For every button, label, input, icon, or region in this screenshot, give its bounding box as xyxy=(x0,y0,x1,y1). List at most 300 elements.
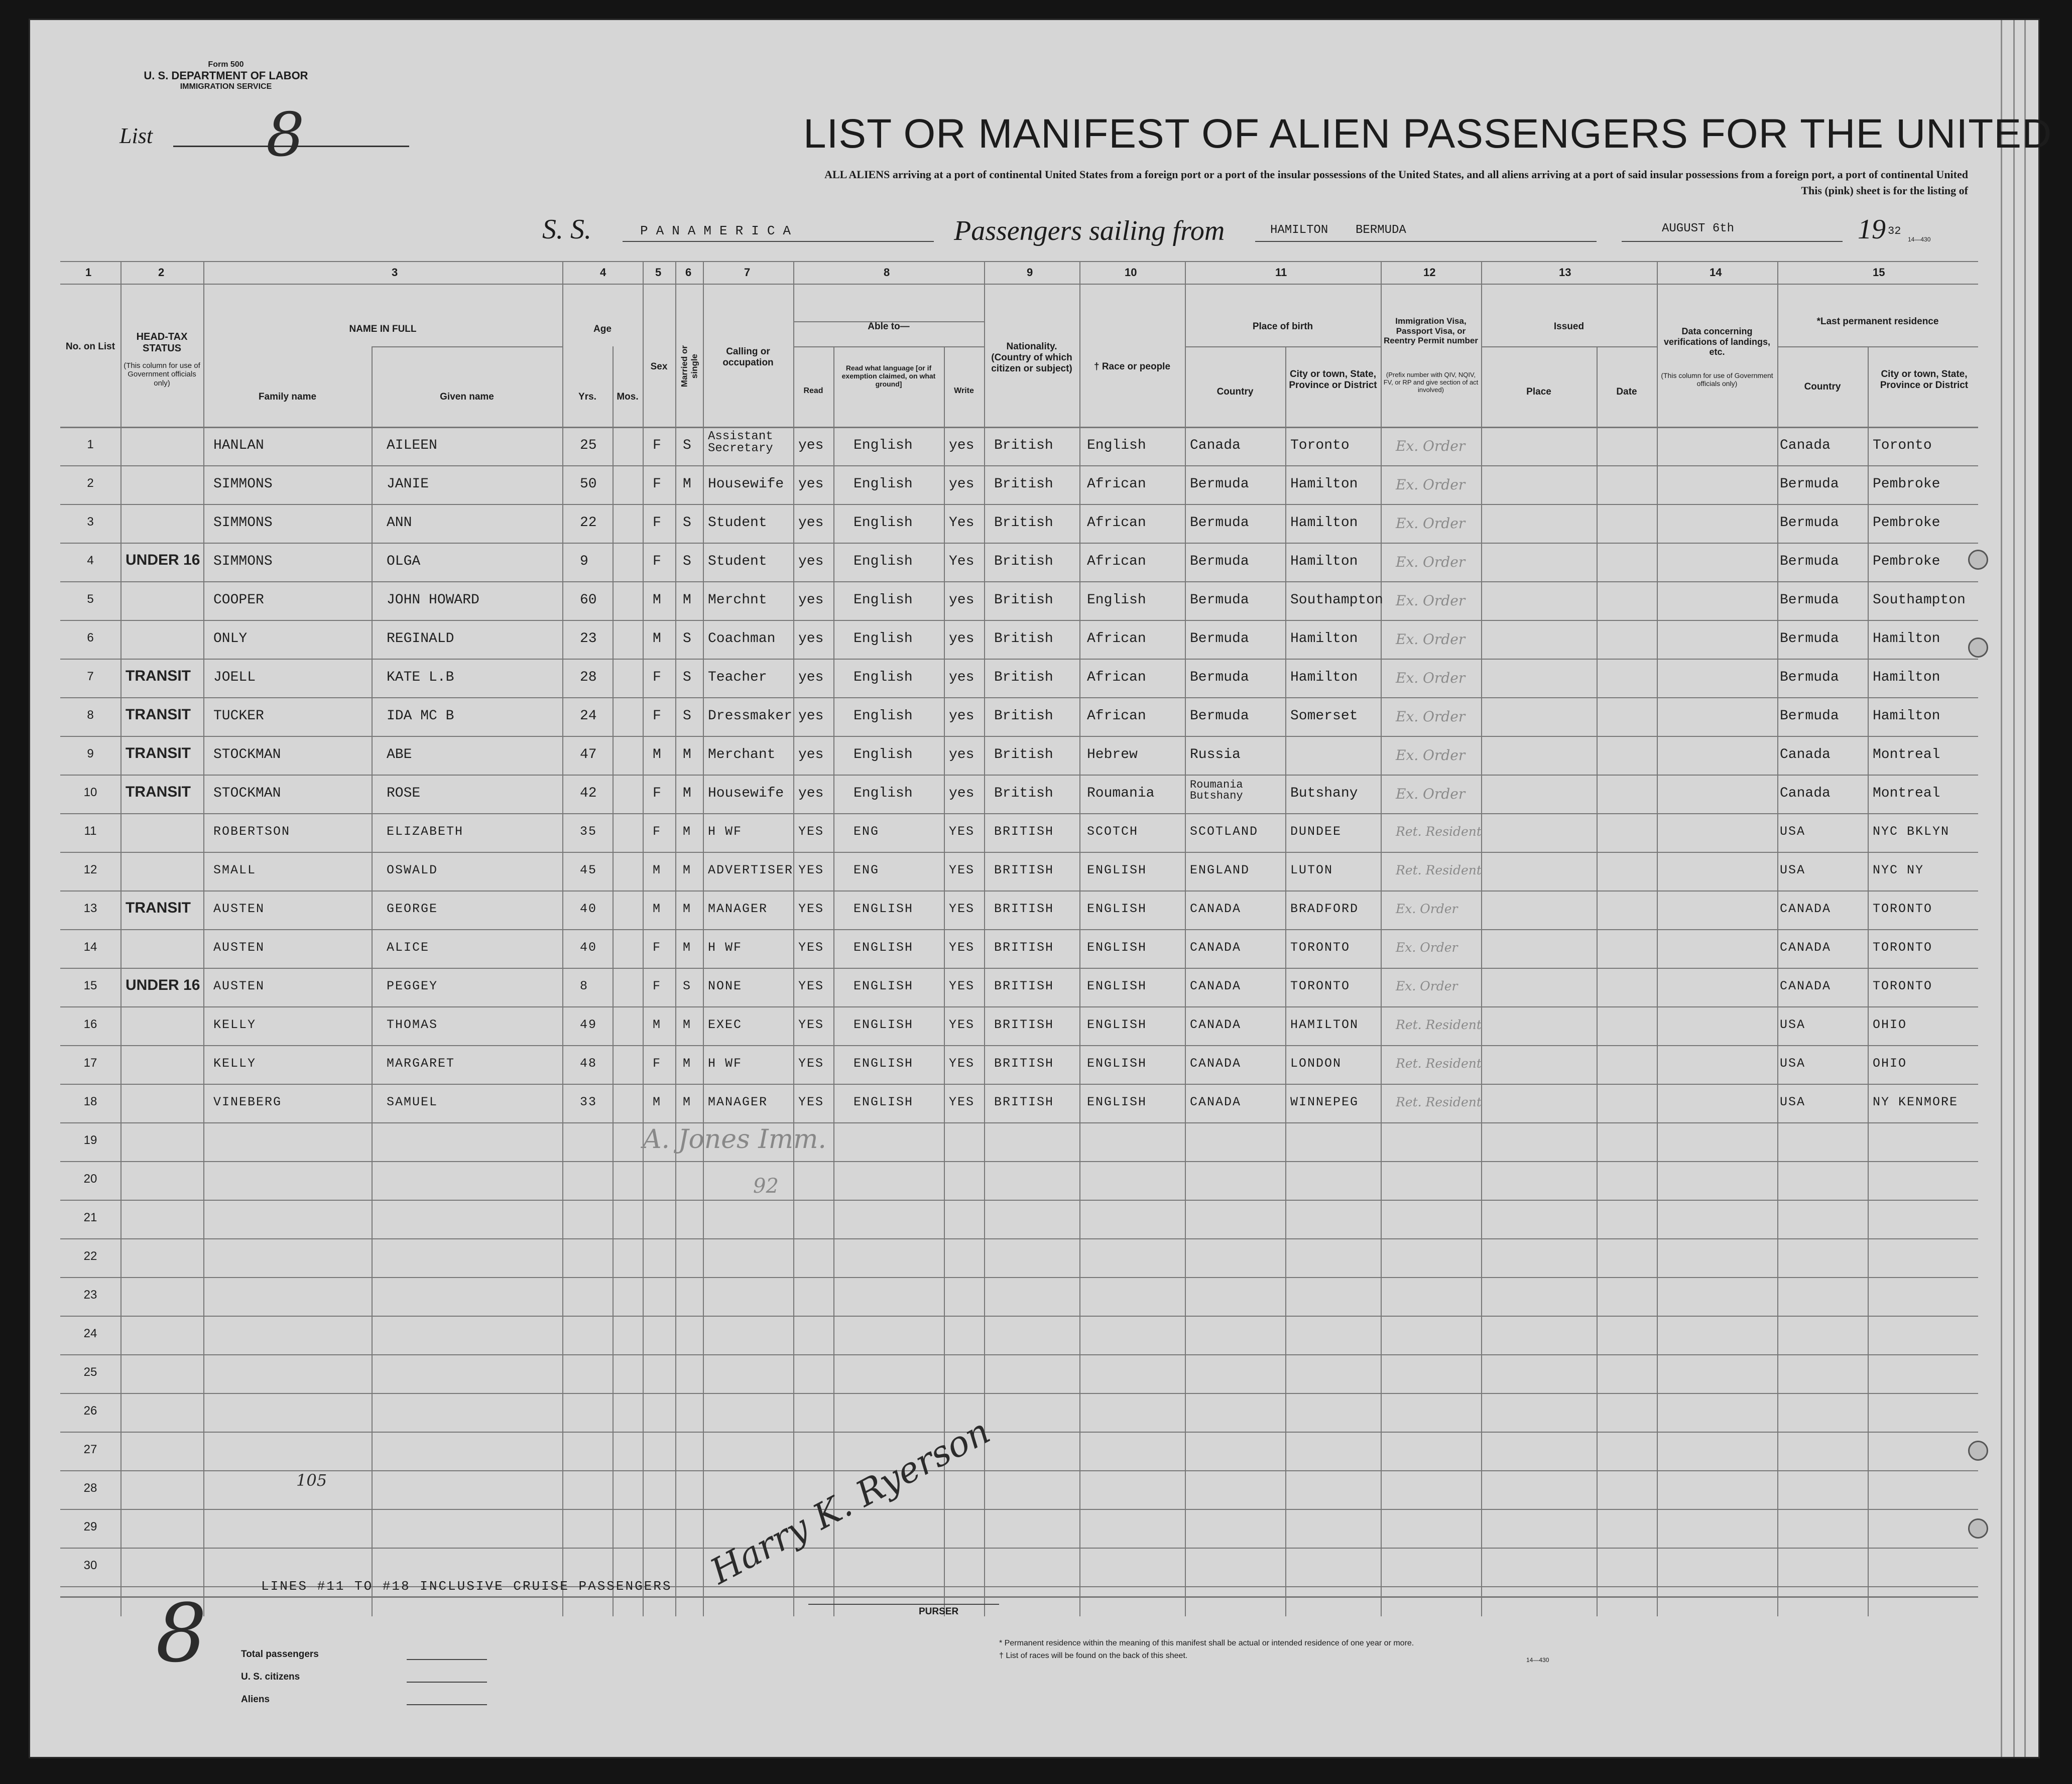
hdr-yrs: Yrs. xyxy=(578,392,596,402)
col-num: 15 xyxy=(1873,266,1885,279)
grid-line xyxy=(793,346,984,347)
list-number: 8 xyxy=(266,100,305,170)
occupation: Student xyxy=(708,554,767,569)
residence-country: Canada xyxy=(1780,438,1831,453)
occupation: Housewife xyxy=(708,786,784,801)
can-read: YES xyxy=(798,1017,824,1032)
birth-city: LONDON xyxy=(1290,1056,1342,1071)
occupation: EXEC xyxy=(708,1017,743,1032)
birth-country: Bermuda xyxy=(1190,554,1249,569)
race: ENGLISH xyxy=(1087,863,1147,877)
birth-city: WINNEPEG xyxy=(1290,1095,1359,1109)
age: 25 xyxy=(580,438,597,453)
race: ENGLISH xyxy=(1087,979,1147,993)
nationality: British xyxy=(994,554,1053,569)
can-read: YES xyxy=(798,824,824,839)
residence-country: Bermuda xyxy=(1780,476,1839,492)
read-language: ENGLISH xyxy=(854,1017,914,1032)
sex: F xyxy=(653,476,661,492)
sex: M xyxy=(653,863,662,877)
row-number: 28 xyxy=(83,1481,97,1495)
birth-country: Bermuda xyxy=(1190,592,1249,608)
residence-city: TORONTO xyxy=(1873,902,1933,916)
hdr-race: † Race or people xyxy=(1093,361,1171,372)
ss-label: S. S. xyxy=(542,214,591,245)
birth-city: Butshany xyxy=(1290,786,1358,801)
hdr-visa: Immigration Visa, Passport Visa, or Reentry Permit number xyxy=(1384,316,1478,346)
can-read: YES xyxy=(798,940,824,955)
family-name: STOCKMAN xyxy=(213,747,281,762)
hdr-landings-note: (This column for use of Government officials only) xyxy=(1661,371,1773,388)
residence-city: Montreal xyxy=(1873,786,1940,801)
birth-country: CANADA xyxy=(1190,940,1242,955)
residence-city: Pembroke xyxy=(1873,554,1940,569)
birth-country: Roumania Butshany xyxy=(1190,779,1243,802)
row-number: 12 xyxy=(83,863,97,876)
race: ENGLISH xyxy=(1087,1056,1147,1071)
can-read: yes xyxy=(798,592,824,608)
row-number: 18 xyxy=(83,1095,97,1108)
residence-city: Pembroke xyxy=(1873,476,1940,492)
residence-country: Bermuda xyxy=(1780,592,1839,608)
residence-country: USA xyxy=(1780,1095,1806,1109)
race: Hebrew xyxy=(1087,747,1138,762)
grid-line xyxy=(1381,261,1382,1616)
hdr-landings: Data concerning verifications of landings, etc. xyxy=(1663,326,1771,357)
row-number: 29 xyxy=(83,1520,97,1534)
can-write: yes xyxy=(949,476,974,492)
total-line xyxy=(407,1659,487,1660)
visa: Ex. Order xyxy=(1396,631,1466,648)
visa: Ex. Order xyxy=(1396,747,1466,763)
can-read: yes xyxy=(798,515,824,531)
grid-line xyxy=(643,261,644,1616)
sex: F xyxy=(653,708,661,724)
occupation: Student xyxy=(708,515,767,531)
grid-line xyxy=(1777,261,1778,1616)
sex: F xyxy=(653,940,662,955)
visa: Ex. Order xyxy=(1396,708,1466,725)
row-number: 8 xyxy=(87,708,94,722)
nationality: British xyxy=(994,476,1053,492)
hdr-name-in-full: NAME IN FULL xyxy=(349,324,417,334)
nationality: British xyxy=(994,438,1053,453)
read-language: English xyxy=(854,515,913,531)
hdr-issued: Issued xyxy=(1553,321,1585,332)
nationality: BRITISH xyxy=(994,940,1054,955)
can-read: YES xyxy=(798,1056,824,1071)
residence-country: CANADA xyxy=(1780,940,1832,955)
given-name: ABE xyxy=(387,747,412,762)
sex: M xyxy=(653,1017,662,1032)
col-num: 4 xyxy=(600,266,606,279)
col-num: 5 xyxy=(655,266,662,279)
race: African xyxy=(1087,631,1146,647)
row-number: 25 xyxy=(83,1365,97,1379)
row-number: 5 xyxy=(87,592,94,606)
row-number: 10 xyxy=(83,786,97,799)
birth-city: DUNDEE xyxy=(1290,824,1342,839)
visa: Ex. Order xyxy=(1396,940,1458,955)
hdr-issued-date: Date xyxy=(1616,387,1637,397)
read-language: English xyxy=(854,592,913,608)
can-read: YES xyxy=(798,1095,824,1109)
sex: M xyxy=(653,747,661,762)
residence-city: Toronto xyxy=(1873,438,1932,453)
birth-city: Hamilton xyxy=(1290,476,1358,492)
grid-line xyxy=(1185,261,1186,1616)
nationality: BRITISH xyxy=(994,979,1054,993)
given-name: ANN xyxy=(387,515,412,531)
hdr-calling: Calling or occupation xyxy=(722,346,774,368)
visa: Ex. Order xyxy=(1396,515,1466,532)
grid-line xyxy=(60,1596,1978,1598)
birth-city: Southampton xyxy=(1290,592,1383,608)
birth-country: CANADA xyxy=(1190,979,1242,993)
manifest-table xyxy=(60,261,1978,1616)
list-label: List xyxy=(119,123,153,148)
residence-country: USA xyxy=(1780,863,1806,877)
date-underline xyxy=(1622,241,1843,242)
sex: F xyxy=(653,824,662,839)
page-edge xyxy=(2013,20,2015,1757)
total-passengers-label: Total passengers xyxy=(241,1649,319,1660)
grid-line xyxy=(372,346,373,1616)
hdr-issued-place: Place xyxy=(1526,387,1551,397)
grid-line xyxy=(60,1509,1978,1510)
grid-line xyxy=(60,659,1978,660)
read-language: English xyxy=(854,670,913,685)
hdr-place-of-birth: Place of birth xyxy=(1252,321,1313,332)
residence-country: Bermuda xyxy=(1780,631,1839,647)
row-number: 23 xyxy=(83,1288,97,1302)
birth-country: Bermuda xyxy=(1190,670,1249,685)
can-write: YES xyxy=(949,940,975,955)
hdr-family-name: Family name xyxy=(258,392,317,402)
sex: F xyxy=(653,1056,662,1071)
port-underline xyxy=(1255,241,1597,242)
form-identification xyxy=(105,60,346,91)
age: 45 xyxy=(580,863,597,877)
col-num: 2 xyxy=(158,266,165,279)
inspector-code: 92 xyxy=(753,1175,779,1198)
head-tax-stamp: UNDER 16 xyxy=(126,552,200,568)
can-write: yes xyxy=(949,708,974,724)
read-language: ENGLISH xyxy=(854,979,914,993)
us-citizens-label: U. S. citizens xyxy=(241,1672,300,1682)
manifest-page xyxy=(30,20,2052,1757)
marital-status: S xyxy=(683,670,691,685)
sex: M xyxy=(653,1095,662,1109)
given-name: ROSE xyxy=(387,786,421,801)
ship-underline xyxy=(623,241,934,242)
signature: Harry K. Ryerson xyxy=(703,1410,997,1592)
can-write: Yes xyxy=(949,554,974,569)
form-code: 14—430 xyxy=(1526,1656,1549,1664)
row-number: 24 xyxy=(83,1327,97,1340)
purser-label: PURSER xyxy=(919,1606,959,1617)
nationality: British xyxy=(994,747,1053,762)
year-suffix: 32 xyxy=(1888,225,1901,237)
row-number: 9 xyxy=(87,747,94,760)
given-name: JANIE xyxy=(387,476,429,492)
form-code-top: 14—430 xyxy=(1908,236,1931,243)
race: ENGLISH xyxy=(1087,902,1147,916)
given-name: OLGA xyxy=(387,554,421,569)
visa: Ret. Resident xyxy=(1396,1017,1482,1032)
read-language: English xyxy=(854,438,913,453)
marital-status: M xyxy=(683,1095,692,1109)
hdr-write: Write xyxy=(954,387,974,395)
family-name: AUSTEN xyxy=(213,940,265,955)
can-read: YES xyxy=(798,979,824,993)
can-write: YES xyxy=(949,1056,975,1071)
read-language: English xyxy=(854,554,913,569)
can-read: yes xyxy=(798,631,824,647)
hdr-married: Married or single xyxy=(679,345,699,388)
nationality: British xyxy=(994,786,1053,801)
marital-status: S xyxy=(683,554,691,569)
residence-city: NYC BKLYN xyxy=(1873,824,1950,839)
head-tax-stamp: TRANSIT xyxy=(126,745,191,761)
grid-line xyxy=(60,1238,1978,1239)
grid-line xyxy=(372,346,562,347)
punch-hole xyxy=(1968,550,1988,570)
grid-line xyxy=(60,1470,1978,1471)
family-name: JOELL xyxy=(213,670,256,685)
marital-status: M xyxy=(683,863,692,877)
residence-city: TORONTO xyxy=(1873,979,1933,993)
row-number: 1 xyxy=(87,438,94,451)
read-language: ENGLISH xyxy=(854,902,914,916)
nationality: British xyxy=(994,592,1053,608)
nationality: British xyxy=(994,515,1053,531)
family-name: SIMMONS xyxy=(213,476,273,492)
grid-line xyxy=(1185,346,1381,347)
given-name: MARGARET xyxy=(387,1056,455,1071)
birth-city: Hamilton xyxy=(1290,554,1358,569)
race: African xyxy=(1087,515,1146,531)
occupation: H WF xyxy=(708,824,743,839)
visa: Ret. Resident xyxy=(1396,824,1482,839)
hdr-head-tax: HEAD-TAX STATUS xyxy=(136,331,188,354)
occupation: H WF xyxy=(708,940,743,955)
sex: F xyxy=(653,786,661,801)
can-read: yes xyxy=(798,747,824,762)
grid-line xyxy=(60,620,1978,621)
sex: M xyxy=(653,631,661,647)
marital-status: M xyxy=(683,940,692,955)
family-name: KELLY xyxy=(213,1017,257,1032)
punch-hole xyxy=(1968,1518,1988,1539)
can-write: yes xyxy=(949,786,974,801)
birth-country: CANADA xyxy=(1190,1056,1242,1071)
row-number: 7 xyxy=(87,670,94,683)
row-number: 2 xyxy=(87,476,94,490)
birth-city: Hamilton xyxy=(1290,670,1358,685)
head-tax-stamp: TRANSIT xyxy=(126,900,191,916)
nationality: BRITISH xyxy=(994,863,1054,877)
residence-city: OHIO xyxy=(1873,1056,1907,1071)
age: 40 xyxy=(580,902,597,916)
marital-status: M xyxy=(683,476,691,492)
read-language: English xyxy=(854,476,913,492)
col-num: 8 xyxy=(884,266,890,279)
family-name: STOCKMAN xyxy=(213,786,281,801)
birth-city: TORONTO xyxy=(1290,979,1351,993)
hdr-res-city: City or town, State, Province or District xyxy=(1880,369,1969,391)
form-number: Form 500 xyxy=(208,60,244,69)
page-title: LIST OR MANIFEST OF ALIEN PASSENGERS FOR THE UNITED xyxy=(803,111,2052,157)
nationality: British xyxy=(994,670,1053,685)
age: 23 xyxy=(580,631,597,647)
sex: F xyxy=(653,979,662,993)
age: 47 xyxy=(580,747,597,762)
family-name: SMALL xyxy=(213,863,257,877)
page-edge xyxy=(2024,20,2026,1757)
hdr-read: Read xyxy=(803,387,823,395)
grid-line xyxy=(60,775,1978,776)
residence-city: OHIO xyxy=(1873,1017,1907,1032)
age: 49 xyxy=(580,1017,597,1032)
marital-status: M xyxy=(683,747,691,762)
grid-line xyxy=(60,697,1978,698)
grid-line xyxy=(1481,261,1482,1616)
can-write: YES xyxy=(949,1017,975,1032)
sex: M xyxy=(653,902,662,916)
page-edge xyxy=(2001,20,2002,1757)
nationality: BRITISH xyxy=(994,1095,1054,1109)
sex: F xyxy=(653,515,661,531)
age: 50 xyxy=(580,476,597,492)
grid-line xyxy=(703,261,704,1616)
read-language: English xyxy=(854,708,913,724)
grid-line xyxy=(60,1161,1978,1162)
can-write: yes xyxy=(949,438,974,453)
grid-line xyxy=(60,1277,1978,1278)
row-number: 30 xyxy=(83,1559,97,1572)
birth-country: Bermuda xyxy=(1190,476,1249,492)
age: 8 xyxy=(580,979,589,993)
subtitle-line1: ALL ALIENS arriving at a port of continental United States from a foreign port or a port of the insular possessions of the United States, and all aliens arriving at a port of said insular possessions from a foreign port, a port of continental United xyxy=(824,168,1968,181)
grid-line xyxy=(60,1432,1978,1433)
grid-line xyxy=(793,261,794,1616)
family-name: HANLAN xyxy=(213,438,264,453)
can-read: yes xyxy=(798,438,824,453)
col-num: 10 xyxy=(1125,266,1137,279)
row-number: 27 xyxy=(83,1443,97,1456)
head-tax-stamp: TRANSIT xyxy=(126,706,191,723)
occupation: NONE xyxy=(708,979,743,993)
inspector-note: A. Jones Imm. xyxy=(643,1124,826,1155)
row-number: 14 xyxy=(83,940,97,954)
hdr-read-lang: Read what language [or if exemption claimed, on what ground] xyxy=(841,364,936,389)
occupation: H WF xyxy=(708,1056,743,1071)
marital-status: M xyxy=(683,1017,692,1032)
hdr-sex: Sex xyxy=(650,361,668,372)
read-language: English xyxy=(854,747,913,762)
row-number: 26 xyxy=(83,1404,97,1418)
age: 60 xyxy=(580,592,597,608)
footnote-races: † List of races will be found on the back of this sheet. xyxy=(999,1651,1188,1660)
residence-country: Canada xyxy=(1780,786,1831,801)
family-name: KELLY xyxy=(213,1056,257,1071)
visa: Ex. Order xyxy=(1396,476,1466,493)
birth-country: Bermuda xyxy=(1190,708,1249,724)
grid-line xyxy=(120,261,121,1616)
race: ENGLISH xyxy=(1087,1095,1147,1109)
age: 28 xyxy=(580,670,597,685)
subtitle-line2: This (pink) sheet is for the listing of xyxy=(1801,184,1968,197)
residence-country: USA xyxy=(1780,1056,1806,1071)
marital-status: S xyxy=(683,708,691,724)
occupation: Merchant xyxy=(708,747,776,762)
grid-line xyxy=(60,1045,1978,1046)
grid-line xyxy=(60,284,1978,285)
given-name: ELIZABETH xyxy=(387,824,464,839)
can-read: yes xyxy=(798,554,824,569)
residence-city: Pembroke xyxy=(1873,515,1940,531)
sex: F xyxy=(653,438,661,453)
ship-name: PANAMERICA xyxy=(640,223,799,238)
marital-status: M xyxy=(683,1056,692,1071)
row-number: 21 xyxy=(83,1211,97,1224)
grid-line xyxy=(60,1122,1978,1123)
birth-country: CANADA xyxy=(1190,1017,1242,1032)
marital-status: S xyxy=(683,438,691,453)
marital-status: S xyxy=(683,515,691,531)
hdr-visa-note: (Prefix number with QIV, NQIV, FV, or RP and give section of act involved) xyxy=(1383,371,1479,394)
birth-country: Russia xyxy=(1190,747,1241,762)
nationality: British xyxy=(994,631,1053,647)
visa: Ex. Order xyxy=(1396,979,1458,993)
residence-city: Hamilton xyxy=(1873,708,1940,724)
sailing-label: Passengers sailing from xyxy=(954,215,1225,246)
residence-country: CANADA xyxy=(1780,979,1832,993)
can-read: YES xyxy=(798,902,824,916)
footnote-residence: * Permanent residence within the meaning of this manifest shall be actual or intended residence of one year or more. xyxy=(999,1639,1414,1647)
residence-country: USA xyxy=(1780,824,1806,839)
birth-country: Bermuda xyxy=(1190,515,1249,531)
hdr-birth-country: Country xyxy=(1216,387,1254,397)
sex: F xyxy=(653,554,661,569)
family-name: ROBERTSON xyxy=(213,824,291,839)
occupation: Dressmaker xyxy=(708,708,793,724)
race: SCOTCH xyxy=(1087,824,1139,839)
hdr-able-to: Able to— xyxy=(868,321,910,332)
residence-country: Bermuda xyxy=(1780,708,1839,724)
grid-line xyxy=(60,852,1978,853)
can-write: yes xyxy=(949,670,974,685)
occupation: MANAGER xyxy=(708,1095,768,1109)
row-number: 6 xyxy=(87,631,94,645)
family-name: SIMMONS xyxy=(213,515,273,531)
hdr-nationality: Nationality. (Country of which citizen or subject) xyxy=(991,341,1072,374)
given-name: SAMUEL xyxy=(387,1095,438,1109)
family-name: VINEBERG xyxy=(213,1095,282,1109)
occupation: ADVERTISER xyxy=(708,863,794,877)
grid-line xyxy=(613,346,614,1616)
race: African xyxy=(1087,554,1146,569)
grid-line xyxy=(60,261,1978,262)
race: Roumania xyxy=(1087,786,1155,801)
visa: Ex. Order xyxy=(1396,554,1466,570)
residence-city: Hamilton xyxy=(1873,670,1940,685)
family-name: ONLY xyxy=(213,631,248,647)
can-write: yes xyxy=(949,747,974,762)
birth-country: CANADA xyxy=(1190,902,1242,916)
row-number: 13 xyxy=(83,902,97,915)
